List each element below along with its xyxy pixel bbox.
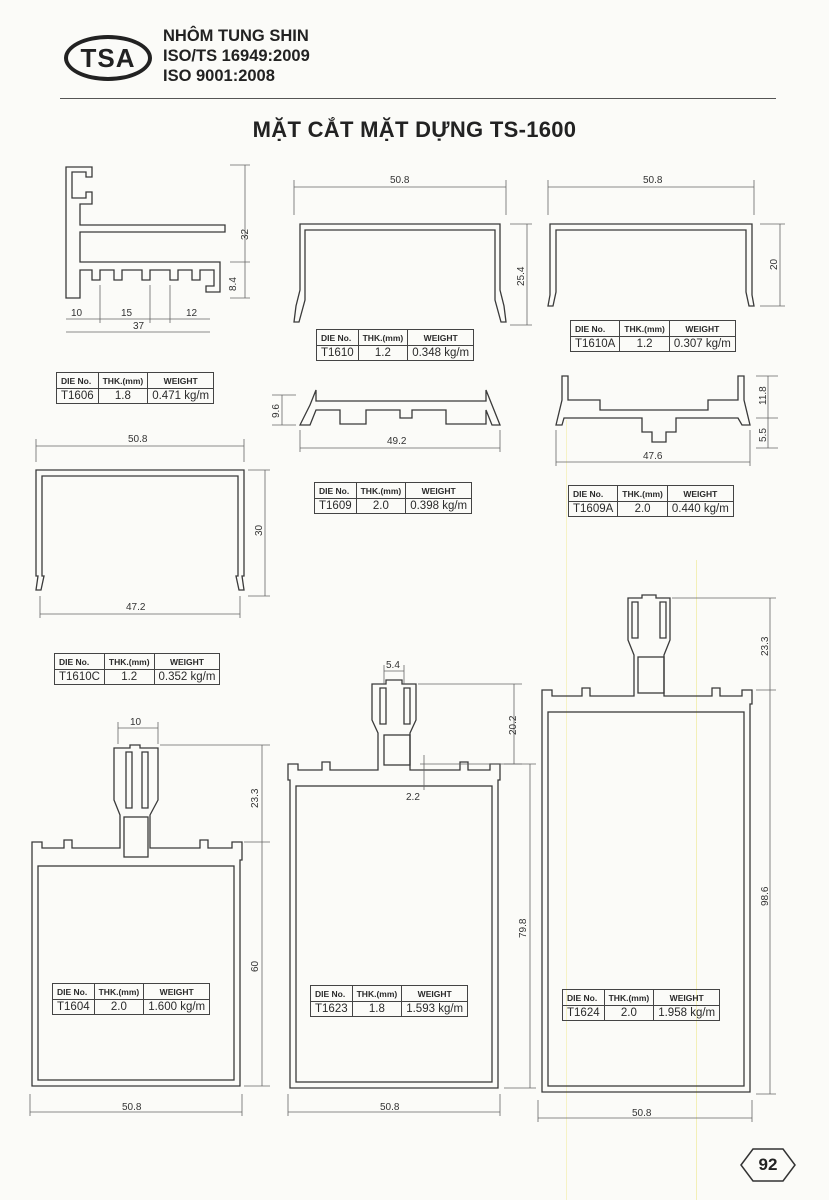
thk-header: THK.(mm) (94, 984, 144, 1000)
weight-value: 1.600 kg/m (144, 1000, 210, 1015)
spec-table-t1606 (56, 372, 214, 404)
dim-label: 20.2 (508, 715, 519, 735)
die-header: DIE No. (311, 986, 353, 1002)
die-value: T1610A (571, 337, 620, 352)
die-value: T1604 (53, 1000, 95, 1015)
die-header: DIE No. (57, 373, 99, 389)
dim-label: 15 (121, 308, 133, 319)
die-header: DIE No. (571, 321, 620, 337)
profile-t1624-drawing (538, 595, 776, 1122)
profile-t1606-drawing (66, 165, 251, 332)
dim-label: 5.4 (386, 660, 400, 671)
profile-t1609-drawing (271, 390, 500, 452)
die-value: T1610C (55, 670, 105, 685)
profile-t1610c-drawing (36, 434, 270, 618)
die-value: T1606 (57, 389, 99, 404)
dim-label: 25.4 (516, 266, 527, 286)
dim-label: 20 (769, 258, 780, 270)
die-value: T1609A (569, 502, 618, 517)
dim-label: 50.8 (643, 175, 663, 186)
certification-1: ISO/TS 16949:2009 (163, 47, 310, 65)
thk-value: 2.0 (94, 1000, 144, 1015)
dim-label: 9.6 (271, 404, 282, 418)
dim-label: 50.8 (380, 1102, 400, 1113)
thk-header: THK.(mm) (618, 486, 668, 502)
die-value: T1609 (315, 499, 357, 514)
die-value: T1623 (311, 1002, 353, 1017)
weight-header: WEIGHT (148, 373, 214, 389)
spec-table-t1610a (570, 320, 736, 352)
thk-header: THK.(mm) (98, 373, 148, 389)
dim-label: 10 (71, 308, 83, 319)
thk-header: THK.(mm) (604, 990, 654, 1006)
thk-value: 1.8 (352, 1002, 402, 1017)
dim-label: 50.8 (122, 1102, 142, 1113)
weight-header: WEIGHT (667, 486, 733, 502)
weight-value: 0.348 kg/m (408, 346, 474, 361)
die-header: DIE No. (317, 330, 359, 346)
profile-t1609a-drawing (556, 376, 778, 466)
die-header: DIE No. (569, 486, 618, 502)
weight-header: WEIGHT (669, 321, 735, 337)
weight-value: 0.471 kg/m (148, 389, 214, 404)
die-header: DIE No. (315, 483, 357, 499)
thk-value: 1.8 (98, 389, 148, 404)
thk-header: THK.(mm) (358, 330, 408, 346)
weight-header: WEIGHT (408, 330, 474, 346)
weight-header: WEIGHT (154, 654, 220, 670)
weight-value: 0.352 kg/m (154, 670, 220, 685)
die-header: DIE No. (563, 990, 605, 1006)
thk-header: THK.(mm) (104, 654, 154, 670)
thk-value: 1.2 (104, 670, 154, 685)
dim-label: 49.2 (387, 436, 407, 447)
certification-2: ISO 9001:2008 (163, 67, 275, 85)
dim-label: 50.8 (632, 1108, 652, 1119)
page-number: 92 (758, 1155, 778, 1174)
logo-text: TSA (80, 43, 136, 73)
dim-label: 47.6 (643, 451, 663, 462)
dim-label: 2.2 (406, 792, 420, 803)
dim-label: 23.3 (250, 788, 261, 808)
die-value: T1610 (317, 346, 359, 361)
thk-value: 2.0 (618, 502, 668, 517)
dim-label: 47.2 (126, 602, 146, 613)
spec-table-t1604 (52, 983, 210, 1015)
thk-value: 2.0 (604, 1006, 654, 1021)
profile-t1610a-drawing (548, 175, 785, 306)
dim-label: 5.5 (758, 428, 769, 442)
dim-label: 23.3 (760, 636, 771, 656)
weight-header: WEIGHT (144, 984, 210, 1000)
thk-value: 1.2 (358, 346, 408, 361)
weight-value: 1.593 kg/m (402, 1002, 468, 1017)
profile-t1610-drawing (294, 175, 532, 325)
spec-table-t1623 (310, 985, 468, 1017)
thk-value: 2.0 (356, 499, 406, 514)
dim-label: 32 (240, 228, 251, 240)
dim-label: 30 (254, 524, 265, 536)
weight-value: 0.440 kg/m (667, 502, 733, 517)
spec-table-t1610c (54, 653, 220, 685)
spec-table-t1609a (568, 485, 734, 517)
die-header: DIE No. (53, 984, 95, 1000)
weight-value: 0.398 kg/m (406, 499, 472, 514)
dim-label: 10 (130, 717, 142, 728)
weight-header: WEIGHT (654, 990, 720, 1006)
dim-label: 50.8 (390, 175, 410, 186)
weight-header: WEIGHT (402, 986, 468, 1002)
weight-header: WEIGHT (406, 483, 472, 499)
dim-label: 37 (133, 321, 145, 332)
dim-label: 50.8 (128, 434, 148, 445)
spec-table-t1609 (314, 482, 472, 514)
thk-header: THK.(mm) (620, 321, 670, 337)
die-header: DIE No. (55, 654, 105, 670)
dim-label: 98.6 (760, 886, 771, 906)
spec-table-t1610 (316, 329, 474, 361)
dim-label: 11.8 (758, 386, 769, 405)
weight-value: 0.307 kg/m (669, 337, 735, 352)
thk-value: 1.2 (620, 337, 670, 352)
profile-t1604-drawing (30, 717, 270, 1116)
company-name: NHÔM TUNG SHIN (163, 27, 309, 45)
spec-table-t1624 (562, 989, 720, 1021)
profile-t1623-drawing (288, 660, 536, 1116)
thk-header: THK.(mm) (356, 483, 406, 499)
die-value: T1624 (563, 1006, 605, 1021)
weight-value: 1.958 kg/m (654, 1006, 720, 1021)
thk-header: THK.(mm) (352, 986, 402, 1002)
page-title: MẶT CẮT MẶT DỰNG TS-1600 (252, 117, 577, 142)
dim-label: 8.4 (228, 277, 239, 291)
dim-label: 79.8 (518, 918, 529, 938)
dim-label: 60 (250, 960, 261, 972)
dim-label: 12 (186, 308, 198, 319)
